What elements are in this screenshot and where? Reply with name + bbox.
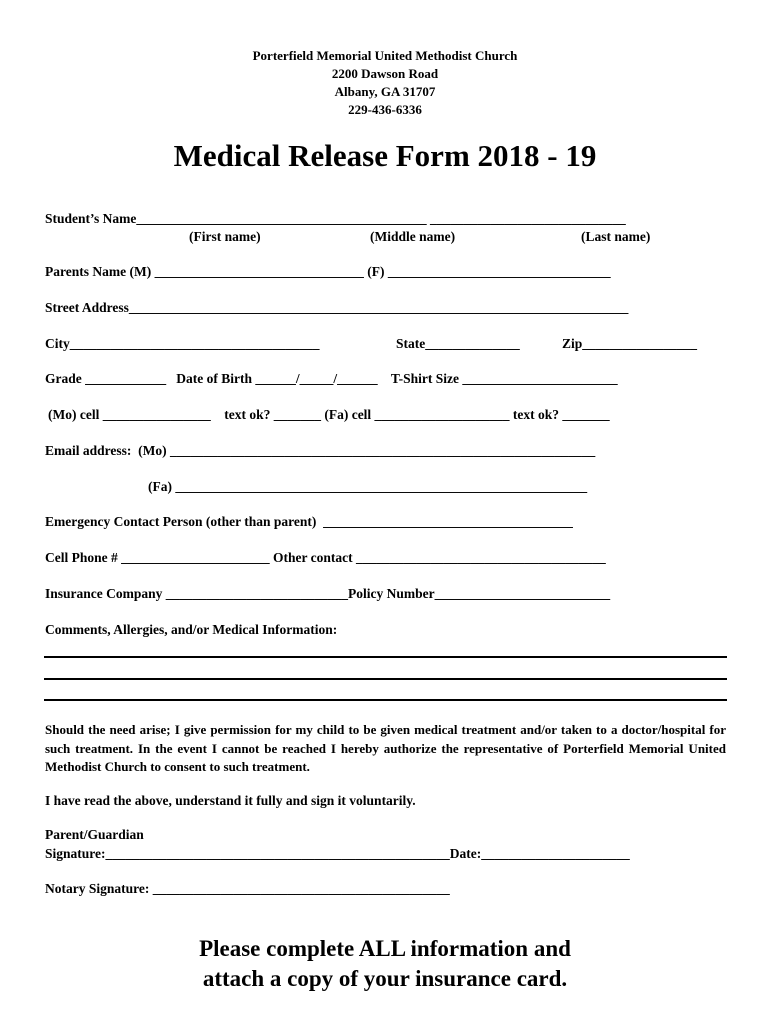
acknowledgement-text: I have read the above, understand it fully and sign it voluntarily.: [45, 793, 416, 808]
footer-line-2: attach a copy of your insurance card.: [202, 966, 568, 991]
first-name-caption: (First name): [189, 229, 261, 244]
grade-dob-tshirt-row[interactable]: Grade ____________ Date of Birth ______/_____/______ T-Shirt Size _______________________: [45, 371, 618, 386]
church-name: Porterfield Memorial United Methodist Church: [252, 48, 518, 63]
church-phone: 229-436-6336: [348, 102, 422, 117]
footer-line-1: Please complete ALL information and: [199, 936, 571, 961]
church-city-state-zip: Albany, GA 31707: [334, 84, 436, 99]
email-father-field[interactable]: (Fa) _____________________________________________________________: [148, 479, 588, 494]
email-mother-field[interactable]: Email address: (Mo) _______________________________________________________________: [45, 443, 596, 458]
emergency-contact-field[interactable]: Emergency Contact Person (other than parent) _____________________________________: [45, 514, 573, 529]
last-name-caption: (Last name): [581, 229, 651, 244]
comments-label: Comments, Allergies, and/or Medical Information:: [45, 622, 338, 637]
comments-line-1[interactable]: [44, 656, 727, 658]
notary-signature-line[interactable]: Notary Signature: ____________________________________________: [45, 881, 450, 896]
insurance-policy-row[interactable]: Insurance Company ___________________________Policy Number__________________________: [45, 586, 611, 601]
comments-line-3[interactable]: [44, 699, 727, 701]
guardian-label: Parent/Guardian: [45, 827, 144, 842]
zip-field[interactable]: Zip_________________: [562, 336, 698, 351]
comments-line-2[interactable]: [44, 678, 727, 680]
cell-phone-text-row[interactable]: (Mo) cell ________________ text ok? _______ (Fa) cell ____________________ text ok? _______: [48, 407, 610, 422]
state-field[interactable]: State______________: [396, 336, 520, 351]
student-name-field[interactable]: Student’s Name___________________________________________ _____________________________: [45, 211, 626, 226]
street-address-field[interactable]: Street Address__________________________________________________________________________: [45, 300, 629, 315]
form-title: Medical Release Form 2018 - 19: [173, 138, 597, 173]
guardian-signature-date-line[interactable]: Signature:___________________________________________________Date:______________________: [45, 846, 630, 861]
middle-name-caption: (Middle name): [370, 229, 456, 244]
city-field[interactable]: City_____________________________________: [45, 336, 320, 351]
consent-paragraph: Should the need arise; I give permission for my child to be given medical treatment and/or taken to a doctor/hospital for such treatment. In the event I cannot be reached I hereby authorize the representative of Porterfield Memorial United Methodist Church to consent to such treatment.: [45, 722, 726, 774]
church-address: 2200 Dawson Road: [331, 66, 439, 81]
parents-name-field[interactable]: Parents Name (M) _______________________________ (F) _________________________________: [45, 264, 611, 279]
cell-other-contact-row[interactable]: Cell Phone # ______________________ Other contact _____________________________________: [45, 550, 606, 565]
